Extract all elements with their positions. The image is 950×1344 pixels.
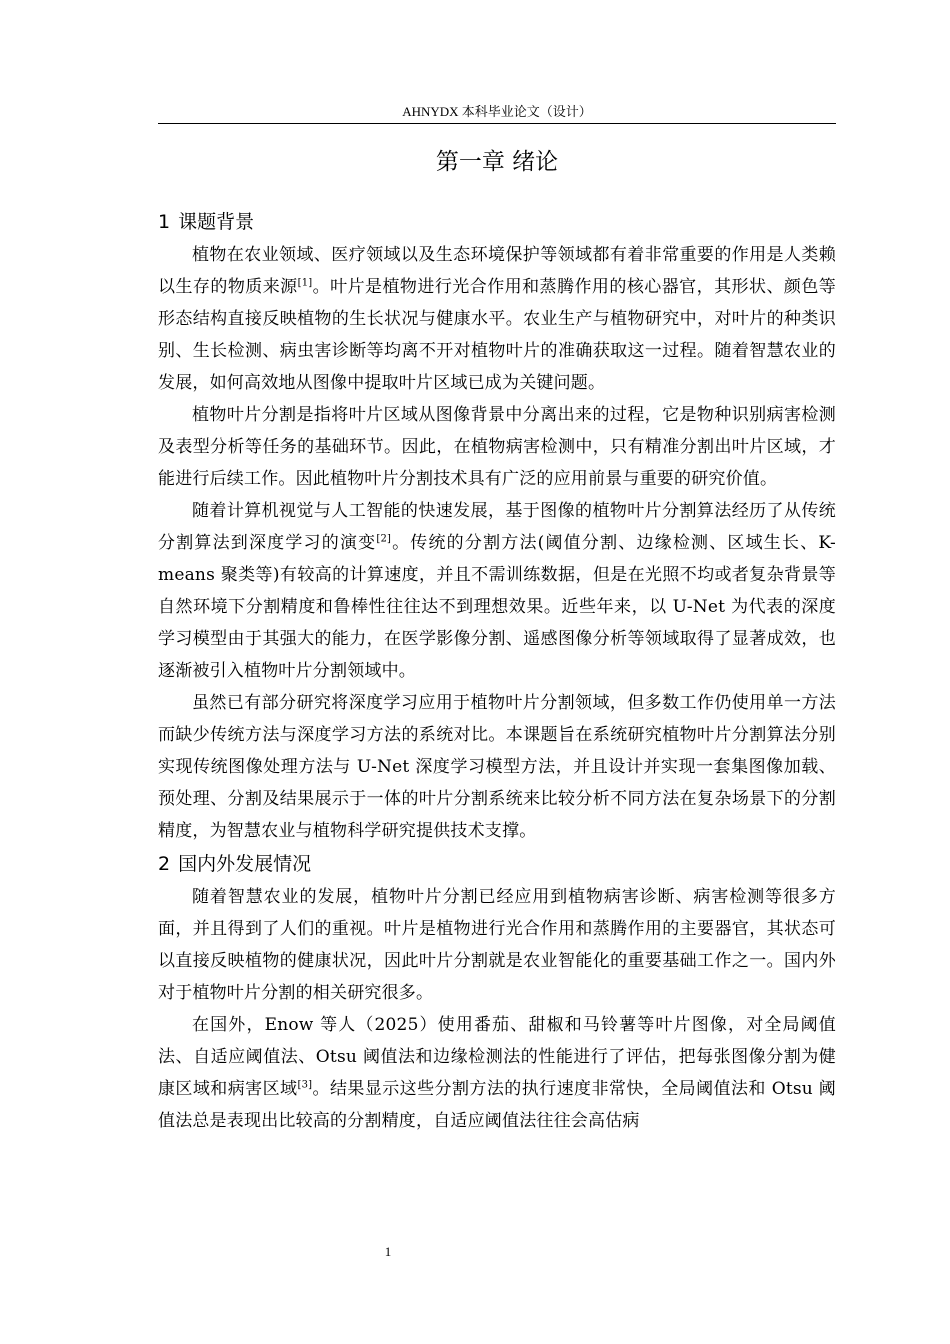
citation: [3] bbox=[297, 1079, 313, 1091]
paragraph-text: 。传统的分割方法(阈值分割、边缘检测、区域生长、K-means 聚类等)有较高的计算速度，并且不需训练数据，但是在光照不均或者复杂背景等自然环境下分割精度和鲁棒性往往达不到理想效果。近些年来，以 U-Net 为代表的深度学习模型由于其强大的能力，在医学影像分割、遥感图像分析等领域取得了显著成效，也逐渐被引入植物叶片分割领域中。 bbox=[158, 533, 837, 681]
section-heading bbox=[158, 847, 836, 881]
section-title: 国内外发展情况 bbox=[178, 853, 312, 875]
paragraph-text: 植物叶片分割是指将叶片区域从图像背景中分离出来的过程，它是物种识别病害检测及表型分析等任务的基础环节。因此，在植物病害检测中，只有精准分割出叶片区域，才能进行后续工作。因此植物叶片分割技术具有广泛的应用前景与重要的研究价值。 bbox=[158, 405, 836, 489]
paragraph bbox=[158, 239, 836, 399]
page-number: 1 bbox=[384, 1244, 392, 1259]
section-title: 课题背景 bbox=[178, 211, 255, 233]
citation: [2] bbox=[376, 533, 392, 545]
paragraph bbox=[158, 495, 836, 687]
paragraph-text: 植物在农业领域、医疗领域以及生态环境保护等领域都有着非常重要的作用是人类赖以生存的物质来源 bbox=[158, 245, 836, 297]
section-number: 1 bbox=[158, 211, 171, 233]
paragraph-text: 虽然已有部分研究将深度学习应用于植物叶片分割领域，但多数工作仍使用单一方法而缺少传统方法与深度学习方法的系统对比。本课题旨在系统研究植物叶片分割算法分别实现传统图像处理方法与 U-Net 深度学习模型方法，并且设计并实现一套集图像加载、预处理、分割及结果展示于一体的叶片分割系统来比较分析不同方法在复杂场景下的分割精度，为智慧农业与植物科学研究提供技术支撑。 bbox=[158, 693, 836, 841]
paragraph bbox=[158, 881, 836, 1009]
document-body bbox=[158, 205, 836, 1137]
paragraph bbox=[158, 687, 836, 847]
paragraph-text: 在国外，Enow 等人（2025）使用番茄、甜椒和马铃薯等叶片图像，对全局阈值法、自适应阈值法、Otsu 阈值法和边缘检测法的性能进行了评估，把每张图像分割为健康区域和病害区域 bbox=[158, 1015, 836, 1099]
paragraph-text: 随着计算机视觉与人工智能的快速发展，基于图像的植物叶片分割算法经历了从传统分割算法到深度学习的演变 bbox=[158, 501, 836, 553]
paragraph bbox=[158, 1009, 836, 1137]
header-rule bbox=[158, 123, 836, 124]
citation: [1] bbox=[297, 277, 313, 289]
paragraph bbox=[158, 399, 836, 495]
chapter-title: 第一章 绪论 bbox=[435, 149, 559, 175]
paragraph-text: 。结果显示这些分割方法的执行速度非常快，全局阈值法和 Otsu 阈值法总是表现出比较高的分割精度，自适应阈值法往往会高估病 bbox=[158, 1079, 836, 1131]
paragraph-text: 随着智慧农业的发展，植物叶片分割已经应用到植物病害诊断、病害检测等很多方面，并且得到了人们的重视。叶片是植物进行光合作用和蒸腾作用的主要器官，其状态可以直接反映植物的健康状况，因此叶片分割就是农业智能化的重要基础工作之一。国内外对于植物叶片分割的相关研究很多。 bbox=[158, 887, 836, 1003]
paragraph-text: 。叶片是植物进行光合作用和蒸腾作用的核心器官，其形状、颜色等形态结构直接反映植物的生长状况与健康水平。农业生产与植物研究中，对叶片的种类识别、生长检测、病虫害诊断等均离不开对植物叶片的准确获取这一过程。随着智慧农业的发展，如何高效地从图像中提取叶片区域已成为关键问题。 bbox=[158, 277, 837, 393]
section-number: 2 bbox=[158, 853, 171, 875]
page-header: AHNYDX 本科毕业论文（设计） bbox=[402, 104, 592, 119]
section-heading bbox=[158, 205, 836, 239]
